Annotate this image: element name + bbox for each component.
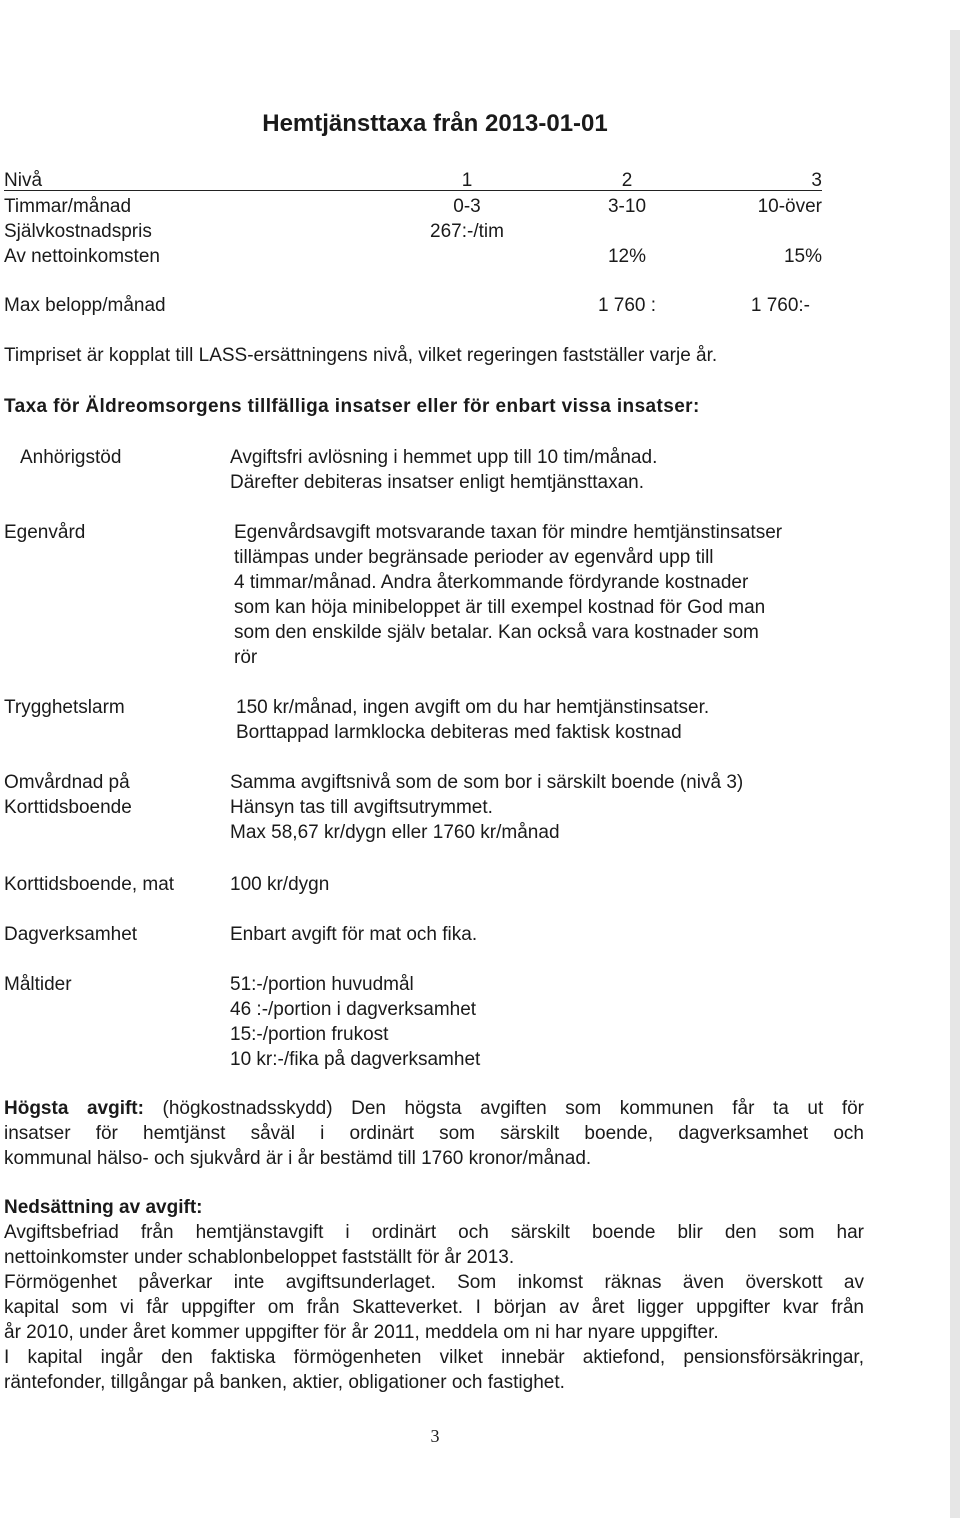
fee-line: Borttappad larmklocka debiteras med faktisk kostnad xyxy=(236,722,682,743)
max-amount-row xyxy=(4,293,822,318)
fee-line: 51:-/portion huvudmål xyxy=(230,974,414,995)
page-title: Hemtjänsttaxa från 2013-01-01 xyxy=(262,110,608,137)
max-amount-label: Max belopp/månad xyxy=(4,295,166,316)
fee-line: rör xyxy=(234,647,258,668)
tier-cell: 12% xyxy=(607,246,647,267)
fee-description xyxy=(234,520,846,670)
tier-table-header xyxy=(4,168,822,191)
paragraph-line: kommunal hälso- och sjukvård är i år bestämd till 1760 kronor/månad. xyxy=(4,1148,592,1169)
fee-line: 150 kr/månad, ingen avgift om du har hemtjänstinsatser. xyxy=(236,697,710,718)
fee-description xyxy=(230,770,842,845)
paragraph-line: Avgiftsbefriad från hemtjänstavgift i ordinärt och särskilt boende blir den som har xyxy=(4,1222,864,1243)
fee-line: 15:-/portion frukost xyxy=(230,1024,389,1045)
fee-label: Korttidsboende, mat xyxy=(4,874,175,895)
tier-header-1: 1 xyxy=(461,170,473,191)
max-amount-level-2: 1 760 : xyxy=(597,295,657,316)
fee-label-line: Omvårdnad på xyxy=(4,772,130,793)
section-heading: Taxa för Äldreomsorgens tillfälliga insatser eller för enbart vissa insatser: xyxy=(4,396,700,417)
fee-line: Avgiftsfri avlösning i hemmet upp till 10 tim/månad. xyxy=(230,447,658,468)
fee-description xyxy=(230,922,842,947)
fee-line: Hänsyn tas till avgiftsutrymmet. xyxy=(230,797,493,818)
fee-description xyxy=(230,872,842,897)
fee-line: tillämpas under begränsade perioder av egenvård upp till xyxy=(234,547,714,568)
fee-label-line: Korttidsboende xyxy=(4,797,132,818)
paragraph-line: kapital som vi får uppgifter om från Skatteverket. I början av året ligger uppgifter kvar från xyxy=(4,1297,864,1318)
tier-cell: 0-3 xyxy=(453,196,481,217)
fee-line: Därefter debiteras insatser enligt hemtjänsttaxan. xyxy=(230,472,644,493)
paragraph-line: år 2010, under året kommer uppgifter för år 2011, meddela om ni har nyare uppgifter. xyxy=(4,1322,719,1343)
fee-line: Max 58,67 kr/dygn eller 1760 kr/månad xyxy=(230,822,560,843)
fee-line: som den enskilde själv betalar. Kan också vara kostnader som xyxy=(234,622,759,643)
tier-header-3: 3 xyxy=(811,170,822,191)
tier-header-2: 2 xyxy=(621,170,633,191)
fee-description xyxy=(230,972,842,1072)
fee-line: som kan höja minibeloppet är till exempel kostnad för God man xyxy=(234,597,766,618)
hourly-price-note: Timpriset är kopplat till LASS-ersättningens nivå, vilket regeringen fastställer varje år. xyxy=(4,345,718,366)
fee-label: Dagverksamhet xyxy=(4,924,138,945)
fee-label: Trygghetslarm xyxy=(4,697,125,718)
paragraph-line xyxy=(4,1096,864,1121)
tier-cell: 267:-/tim xyxy=(430,221,504,242)
tier-row-net-income xyxy=(4,244,822,269)
fee-description xyxy=(236,695,848,745)
fee-label xyxy=(4,770,132,820)
fee-line: Samma avgiftsnivå som de som bor i särskilt boende (nivå 3) xyxy=(230,772,744,793)
paragraph-line: räntefonder, tillgångar på banken, aktier, obligationer och fastighet. xyxy=(4,1372,565,1393)
fee-label: Egenvård xyxy=(4,522,86,543)
tier-cell: 15% xyxy=(783,246,822,267)
highest-fee-paragraph xyxy=(4,1096,864,1171)
tier-row-label: Självkostnadspris xyxy=(4,221,152,242)
fee-line: Egenvårdsavgift motsvarande taxan för mindre hemtjänstinsatser xyxy=(234,522,783,543)
highest-fee-heading: Högsta avgift: xyxy=(4,1098,144,1119)
fee-description xyxy=(230,445,842,495)
fee-line: 100 kr/dygn xyxy=(230,874,330,895)
reduction-heading: Nedsättning av avgift: xyxy=(4,1197,203,1218)
tier-row-cost-price xyxy=(4,219,822,244)
tier-row-label: Timmar/månad xyxy=(4,196,132,217)
tier-cell: 10-över xyxy=(757,196,822,217)
max-amount-level-3: 1 760:- xyxy=(750,295,810,316)
tier-row-label: Av nettoinkomsten xyxy=(4,246,160,267)
tier-cell: 3-10 xyxy=(607,196,647,217)
scan-edge-shadow xyxy=(950,30,960,1518)
fee-line: 10 kr:-/fika på dagverksamhet xyxy=(230,1049,481,1070)
fee-label: Måltider xyxy=(4,974,72,995)
fee-line: 46 :-/portion i dagverksamhet xyxy=(230,999,477,1020)
paragraph-line: I kapital ingår den faktiska förmögenheten vilket innebär aktiefond, pensionsförsäkringar, xyxy=(4,1347,864,1368)
page-number: 3 xyxy=(430,1426,440,1446)
tier-header-label: Nivå xyxy=(4,170,43,191)
paragraph-line: insatser för hemtjänst såväl i ordinärt som särskilt boende, dagverksamhet och xyxy=(4,1123,864,1144)
paragraph-line: Förmögenhet påverkar inte avgiftsunderlaget. Som inkomst räknas även överskott av xyxy=(4,1272,864,1293)
tier-table xyxy=(4,168,822,269)
paragraph-text: (högkostnadsskydd) Den högsta avgiften som kommunen får ta ut för xyxy=(162,1098,864,1119)
fee-line: 4 timmar/månad. Andra återkommande fördyrande kostnader xyxy=(234,572,749,593)
paragraph-line: nettoinkomster under schablonbeloppet fastställt för år 2013. xyxy=(4,1247,515,1268)
reduction-paragraph xyxy=(4,1195,864,1395)
tier-row-hours xyxy=(4,194,822,219)
fee-line: Enbart avgift för mat och fika. xyxy=(230,924,478,945)
fee-label: Anhörigstöd xyxy=(20,447,122,468)
